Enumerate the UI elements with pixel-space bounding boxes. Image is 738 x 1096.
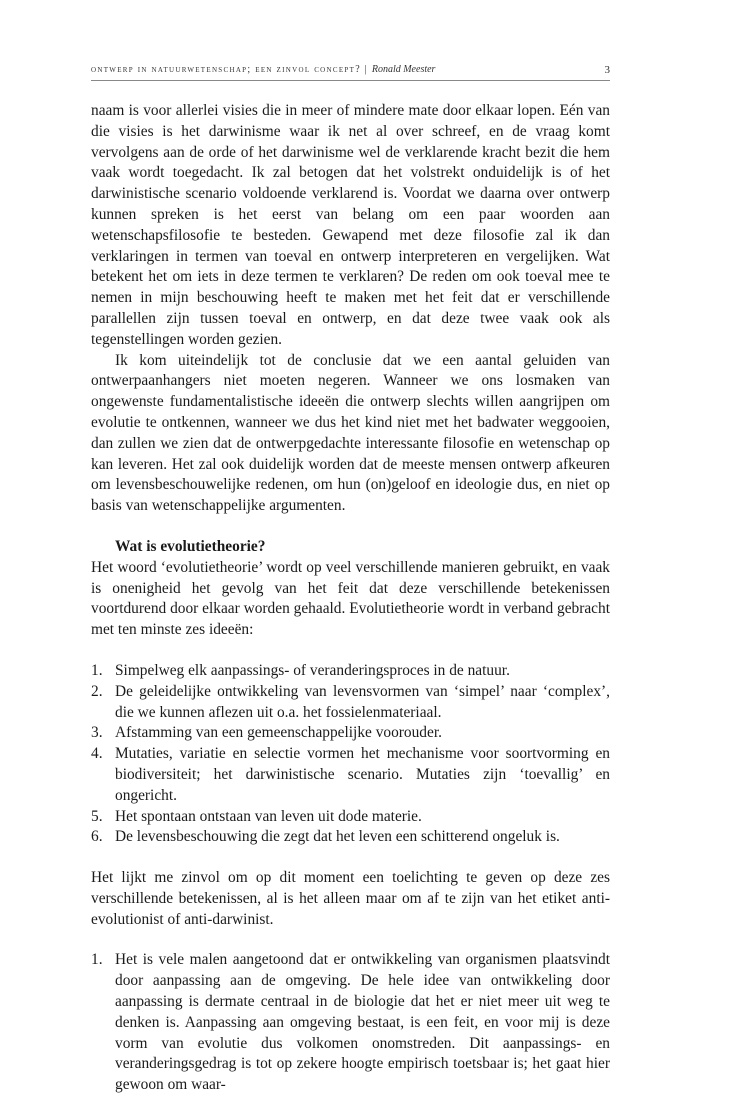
ideas-list — [91, 661, 610, 848]
intro-paragraph-2: Ik kom uiteindelijk tot de conclusie dat we een aantal geluiden van ontwerpaanhangers niet moeten negeren. Wanneer we ons losmaken van ongewenste fundamentalistische ideeën die ontwerp slechts willen aangrijpen om evolutie te ontkennen, wanneer we dus het kind niet met het badwater weggooien, dan zullen we zien dat de ontwerpgedachte interessante filosofie en wetenschap op kan leveren. Het zal ook duidelijk worden dat de meeste mensen ontwerp afkeuren om levensbeschouwelijke redenen, om hun (on)geloof en ideologie dus, en niet op basis van wetenschappelijke argumenten. — [91, 351, 610, 515]
list-item-text: Het is vele malen aangetoond dat er ontwikkeling van organismen plaatsvindt door aanpassing aan de omgeving. De hele idee van ontwikkeling door aanpassing is dermate centraal in de biologie dat het er niet meer uit weg te denken is. Aanpassing aan omgeving bestaat, is een feit, en voor mij is deze vorm van evolutie dus volkomen onomstreden. Dit aanpassings- en veranderingsgedrag is tot op zekere hoogte empirisch toetsbaar is; het gaat hier gewoon om waar- — [115, 951, 610, 1094]
list-item-number: 5. — [91, 807, 103, 825]
list-item-text: Afstamming van een gemeenschappelijke voorouder. — [115, 724, 442, 742]
list-item-text: Het spontaan ontstaan van leven uit dode materie. — [115, 807, 422, 825]
explanation-intro-paragraph: Het lijkt me zinvol om op dit moment een toelichting te geven op deze zes verschillende betekenissen, al is het alleen maar om af te zijn van het etiket anti-evolutionist of anti-darwinist. — [91, 869, 610, 928]
section-intro-paragraph: Het woord ‘evolutietheorie’ wordt op veel verschillende manieren gebruikt, en vaak is onenigheid het gevolg van het feit dat deze verschillende betekenissen voortdurend door elkaar worden gehaald. Evolutietheorie wordt in verband gebracht met ten minste zes ideeën: — [91, 558, 610, 639]
list-item-text: De levensbeschouwing die zegt dat het leven een schitterend ongeluk is. — [115, 828, 560, 846]
list-item-number: 3. — [91, 724, 103, 742]
running-header — [91, 64, 610, 78]
intro-paragraph-1: naam is voor allerlei visies die in meer of mindere mate door elkaar lopen. Eén van die visies is het darwinisme waar ik net al over schreef, en de vraag komt vervolgens aan de orde of het darwinisme wel de verklarende kracht bezit die hem vaak wordt toegedacht. Ik zal betogen dat het volstrekt onduidelijk is of het darwinistische scenario voldoende verklarend is. Voordat we daarna over ontwerp kunnen spreken is het eerst van belang om een paar woorden aan wetenschapsfilosofie te besteden. Gewapend met deze filosofie zal ik dan verklaringen in termen van toeval en ontwerp interpreteren en vergelijken. Wat betekent het om iets in deze termen te verklaren? De reden om ook toeval mee te nemen in mijn beschouwing heeft te maken met het feit dat er verschillende parallellen zijn tussen toeval en ontwerp, en dat deze twee vaak ook als tegenstellingen worden gezien. — [91, 102, 610, 348]
list-item — [91, 661, 610, 682]
intro-section — [91, 101, 610, 517]
running-author: Ronald Meester — [371, 64, 436, 75]
page-body — [91, 101, 610, 1096]
section-heading: Wat is evolutietheorie? — [115, 537, 266, 555]
list-item — [91, 682, 610, 724]
list-item-text: Simpelweg elk aanpassings- of veranderingsproces in de natuur. — [115, 661, 510, 679]
header-rule — [91, 80, 610, 81]
list-item — [91, 723, 610, 744]
list-item-number: 2. — [91, 682, 103, 700]
list-item — [91, 807, 610, 828]
list-item — [91, 744, 610, 806]
list-item-number: 1. — [91, 661, 103, 679]
running-title: ontwerp in natuurwetenschap; een zinvol concept? | — [91, 64, 372, 75]
list-item-text: De geleidelijke ontwikkeling van levensvormen van ‘simpel’ naar ‘complex’, die we kunnen aflezen uit o.a. het fossielenmateriaal. — [115, 682, 610, 721]
list-item-number: 6. — [91, 828, 103, 846]
explanations-list — [91, 950, 610, 1096]
list-item-number: 4. — [91, 745, 103, 763]
list-item — [91, 950, 610, 1096]
list-item — [91, 827, 610, 848]
list-item-number: 1. — [91, 951, 103, 969]
page-number: 3 — [604, 64, 610, 76]
list-item-text: Mutaties, variatie en selectie vormen het mechanisme voor soortvorming en biodiversiteit; het darwinistische scenario. Mutaties zijn ‘toevallig’ en ongericht. — [115, 745, 610, 804]
